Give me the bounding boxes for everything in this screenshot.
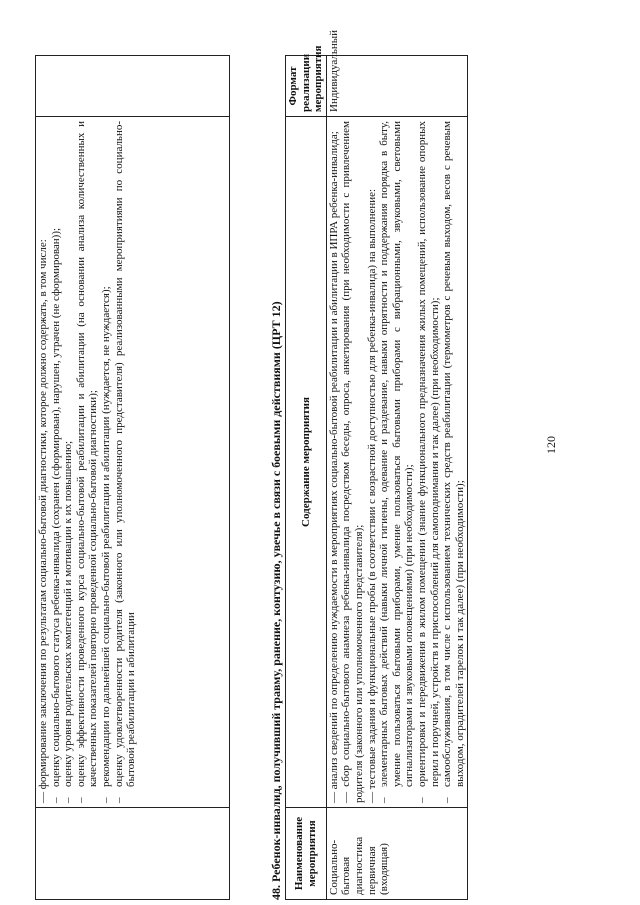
content-paragraph: — тестовые задания и функциональные пробы (в соответствии с возрастной доступностью для ребенка-инвалида) на выполнение: (365, 188, 378, 803)
activity-format-cell: Индивидуальный (326, 56, 468, 117)
dash-marker: – (99, 797, 112, 803)
dash-marker: – (112, 797, 125, 803)
list-item-text: ориентировки и передвижения в жилом помещении (знание функционального предназначения жилых помещений, использование опорных перил и поручней, устройств и приспособлений для самоподнимания и так далее) (при необходимости); (415, 121, 441, 787)
list-item (113, 121, 138, 803)
table-row (36, 56, 230, 900)
activity-name-type: первичная (365, 846, 378, 895)
section-title: 48. Ребенок-инвалид, получивший травму, ранение, контузию, увечье в связи с боевыми действиями (ЦРТ 12) (269, 301, 283, 900)
activity-name-cell (326, 808, 468, 900)
header-name: Наименование мероприятия (286, 808, 327, 900)
empty-name-cell (36, 808, 230, 900)
list-item-text: оценку уровня родительских компетенций и мотивации к их повышению; (62, 440, 75, 787)
page-number: 120 (544, 436, 558, 454)
activity-name: Социально-бытовая диагностика (327, 836, 365, 895)
list-item (75, 121, 100, 803)
list-item-text: оценку удовлетворенности родителя (законного или уполномоченного представителя) реализованными мероприятиями по социально-бытовой реабилитации и абилитации (112, 121, 138, 787)
dash-marker: – (62, 797, 75, 803)
dash-marker: – (49, 797, 62, 803)
list-item (378, 121, 416, 803)
intro-text: — формирование заключения по результатам социально-бытовой диагностики, которое должно содержать, в том числе: (37, 239, 49, 803)
dash-marker: – (441, 797, 454, 803)
list-item-text: самообслуживания, в том числе с использованием технических средств реабилитации (термометров с речевым выходом, весов с речевым выходом, оградителей тарелок и так далее) (при необходимости); (441, 121, 466, 787)
list-item (50, 121, 63, 803)
list-item-text: элементарных бытовых действий (навыки личной гигиены, одевание и раздевание, навыки опрятности и поддержания порядка в быту, умение пользоваться бытовыми приборами, умение пользоваться бытовыми приборами с вибрационными, звуковыми, световыми сигнализаторами и звуковыми оповещениями) (при необходимости); (378, 121, 416, 787)
list-item (441, 121, 466, 803)
dash-marker: – (378, 797, 391, 803)
content-cell (36, 117, 230, 808)
list-item-text: рекомендации по дальнейшей социально-бытовой реабилитации и абилитации (нуждается, не нуждается); (99, 286, 112, 787)
header-row (286, 56, 327, 900)
header-format: Формат реализации мероприятия (286, 56, 327, 117)
list-item (62, 121, 75, 803)
empty-format-cell (36, 56, 230, 117)
activity-name-subtype: (входящая) (378, 843, 391, 895)
content-paragraph: — анализ сведений по определению нуждаемости в мероприятиях социально-бытовой реабилитации и абилитации в ИПРА ребенка-инвалида; (327, 131, 340, 803)
activities-table (285, 30, 468, 900)
activity-content-cell (326, 117, 468, 808)
list-item (416, 121, 441, 803)
dash-marker: – (74, 797, 87, 803)
continued-table (35, 55, 230, 900)
dash-marker: – (415, 797, 428, 803)
list-item-text: оценку социально-бытового статуса ребенка-инвалида (сохранен (сформирован), нарушен, утрачен (не сформирован)); (49, 227, 62, 787)
content-paragraph: — сбор социально-бытового анамнеза ребенка-инвалида посредством беседы, опроса, анкетирования (при необходимости с привлечением родителя (законного или уполномоченного представителя); (340, 121, 365, 803)
list-item-text: оценку эффективности проведенного курса социально-бытовой реабилитации и абилитации (на основании анализа количественных и качественных показателей повторно проведенной социально-бытовой диагностики); (74, 121, 100, 787)
header-content: Содержание мероприятия (286, 117, 327, 808)
list-item (100, 121, 113, 803)
table-row (326, 56, 468, 900)
